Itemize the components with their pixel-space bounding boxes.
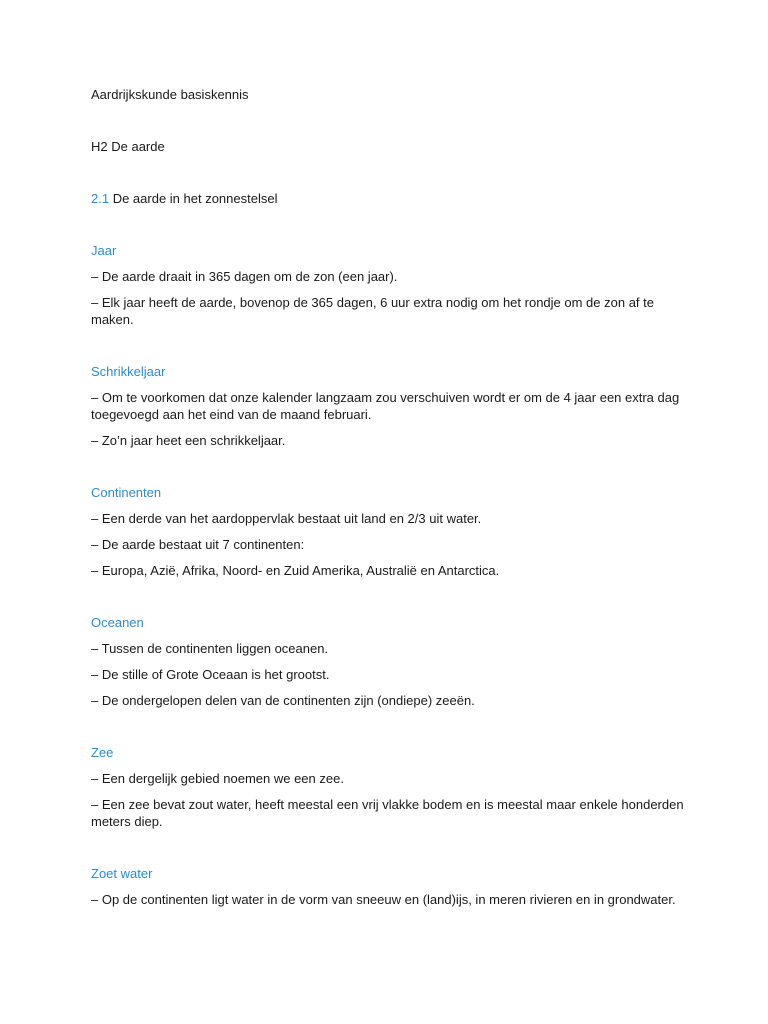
section-title [91,190,691,207]
paragraph: – De aarde draait in 365 dagen om de zon (een jaar). [91,269,398,284]
paragraph: – De ondergelopen delen van de continenten zijn (ondiepe) zeeën. [91,693,475,708]
block-oceanen [91,614,691,709]
paragraph: – Zo’n jaar heet een schrikkeljaar. [91,433,286,448]
document-page [91,86,691,943]
block-heading: Zoet water [91,866,153,881]
block-heading: Jaar [91,243,117,258]
paragraph: – De stille of Grote Oceaan is het grootst. [91,667,330,682]
chapter-title: H2 De aarde [91,139,165,154]
paragraph: – Europa, Azië, Afrika, Noord- en Zuid Amerika, Australië en Antarctica. [91,563,500,578]
block-zoet-water [91,865,691,908]
paragraph: – De aarde bestaat uit 7 continenten: [91,537,305,552]
paragraph: – Op de continenten ligt water in de vorm van sneeuw en (land)ijs, in meren rivieren en in grondwater. [91,892,676,907]
paragraph: – Een zee bevat zout water, heeft meestal een vrij vlakke bodem en is meestal maar enkele honderden meters diep. [91,797,684,829]
block-continenten [91,484,691,579]
document-title: Aardrijkskunde basiskennis [91,87,249,102]
block-zee [91,744,691,830]
paragraph: – Een dergelijk gebied noemen we een zee. [91,771,344,786]
block-heading: Zee [91,745,114,760]
block-jaar [91,242,691,328]
paragraph: – Elk jaar heeft de aarde, bovenop de 365 dagen, 6 uur extra nodig om het rondje om de zon af te maken. [91,295,654,327]
block-heading: Continenten [91,485,162,500]
paragraph: – Een derde van het aardoppervlak bestaat uit land en 2/3 uit water. [91,511,482,526]
block-schrikkeljaar [91,363,691,449]
block-heading: Schrikkeljaar [91,364,166,379]
section-title-text: De aarde in het zonnestelsel [109,191,278,206]
paragraph: – Tussen de continenten liggen oceanen. [91,641,329,656]
section-number: 2.1 [91,191,110,206]
block-heading: Oceanen [91,615,144,630]
paragraph: – Om te voorkomen dat onze kalender langzaam zou verschuiven wordt er om de 4 jaar een extra dag toegevoegd aan het eind van de maand februari. [91,390,680,422]
